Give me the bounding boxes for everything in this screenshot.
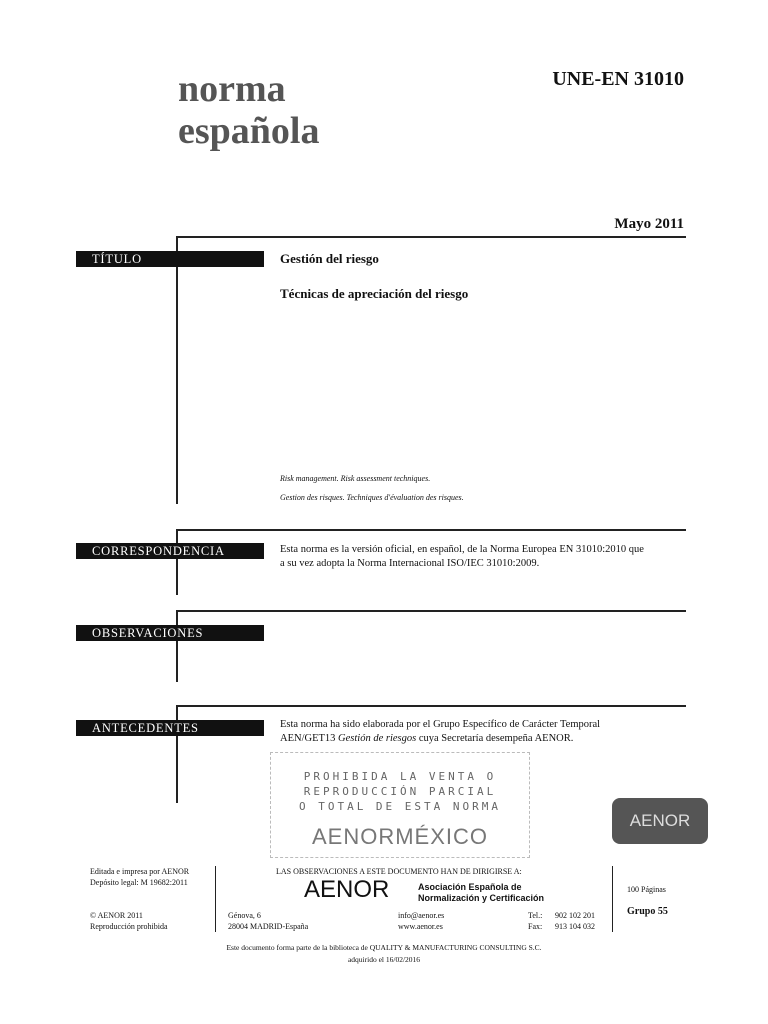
footer-acquired: adquirido el 16/02/2016 bbox=[347, 955, 421, 964]
footer-reproduction: Reproducción prohibida bbox=[90, 922, 168, 931]
stamp-line3: O TOTAL DE ESTA NORMA bbox=[298, 800, 502, 813]
antecedentes-text-line2-pre: AEN/GET13 bbox=[280, 733, 339, 744]
prohibition-stamp bbox=[270, 752, 530, 858]
title-english: Risk management. Risk assessment techniques. bbox=[280, 474, 431, 483]
footer-tel: 902 102 201 bbox=[555, 911, 595, 920]
footer-edited: Editada e impresa por AENOR bbox=[90, 867, 190, 876]
correspondencia-text bbox=[280, 543, 686, 571]
correspondencia-text-line1: Esta norma es la versión oficial, en español, de la Norma Europea EN 31010:2010 que bbox=[280, 544, 644, 555]
correspondencia-text-line2: a su vez adopta la Norma Internacional ISO/IEC 31010:2009. bbox=[280, 558, 540, 569]
norma-title-line2: española bbox=[178, 110, 320, 152]
footer-copyright: © AENOR 2011 bbox=[90, 911, 143, 920]
stamp-line2: REPRODUCCIÓN PARCIAL bbox=[303, 785, 497, 798]
footer-address-line2: 28004 MADRID-España bbox=[228, 922, 309, 931]
footer-tel-label: Tel.: bbox=[528, 911, 543, 920]
footer-pages: 100 Páginas bbox=[627, 885, 666, 894]
footer-group: Grupo 55 bbox=[627, 906, 668, 917]
label-observaciones: OBSERVACIONES bbox=[76, 625, 264, 641]
stamp-line1: PROHIBIDA LA VENTA O bbox=[303, 770, 497, 783]
title-sub: Técnicas de apreciación del riesgo bbox=[280, 286, 469, 301]
footer-address-line1: Génova, 6 bbox=[228, 911, 261, 920]
norma-title-line1: norma bbox=[178, 68, 286, 110]
footer-divider-right bbox=[612, 866, 613, 932]
antecedentes-text-line2-post: cuya Secretaría desempeña AENOR. bbox=[416, 733, 574, 744]
assoc-line2: Normalización y Certificación bbox=[418, 893, 545, 903]
footer-fax-label: Fax: bbox=[528, 922, 543, 931]
antecedentes-text-line1: Esta norma ha sido elaborada por el Grupo Específico de Carácter Temporal bbox=[280, 719, 601, 730]
label-antecedentes: ANTECEDENTES bbox=[76, 720, 264, 736]
footer-library-note: Este documento forma parte de la biblioteca de QUALITY & MANUFACTURING CONSULTING S.C. bbox=[226, 943, 542, 952]
observaciones-vertical-rule bbox=[176, 610, 178, 682]
assoc-line1: Asociación Española de bbox=[418, 882, 522, 892]
title-french: Gestion des risques. Techniques d'évaluation des risques. bbox=[280, 493, 464, 502]
antecedentes-top-rule bbox=[176, 705, 686, 707]
titulo-vertical-rule bbox=[176, 236, 178, 504]
footer-web: www.aenor.es bbox=[398, 922, 443, 931]
stamp-brand: AENORMÉXICO bbox=[311, 824, 489, 849]
antecedentes-text-line2 bbox=[280, 732, 686, 746]
label-titulo: TÍTULO bbox=[76, 251, 264, 267]
footer-observations-header: LAS OBSERVACIONES A ESTE DOCUMENTO HAN DE DIRIGIRSE A: bbox=[276, 867, 522, 876]
footer-fax: 913 104 032 bbox=[555, 922, 595, 931]
footer-divider-left bbox=[215, 866, 216, 932]
standard-number: UNE-EN 31010 bbox=[552, 68, 684, 90]
correspondencia-top-rule bbox=[176, 529, 686, 531]
publication-date: Mayo 2011 bbox=[614, 216, 684, 232]
antecedentes-text bbox=[280, 718, 686, 746]
title-main: Gestión del riesgo bbox=[280, 251, 379, 266]
observaciones-top-rule bbox=[176, 610, 686, 612]
footer-deposit: Depósito legal: M 19682:2011 bbox=[90, 878, 188, 887]
titulo-top-rule bbox=[176, 236, 686, 238]
label-correspondencia: CORRESPONDENCIA bbox=[76, 543, 264, 559]
aenor-seal: AENOR bbox=[612, 798, 708, 844]
aenor-logo: AENOR bbox=[304, 876, 390, 903]
correspondencia-vertical-rule bbox=[176, 529, 178, 595]
aenor-association bbox=[418, 882, 544, 904]
antecedentes-text-line2-em: Gestión de riesgos bbox=[338, 733, 417, 744]
footer-email: info@aenor.es bbox=[398, 911, 445, 920]
